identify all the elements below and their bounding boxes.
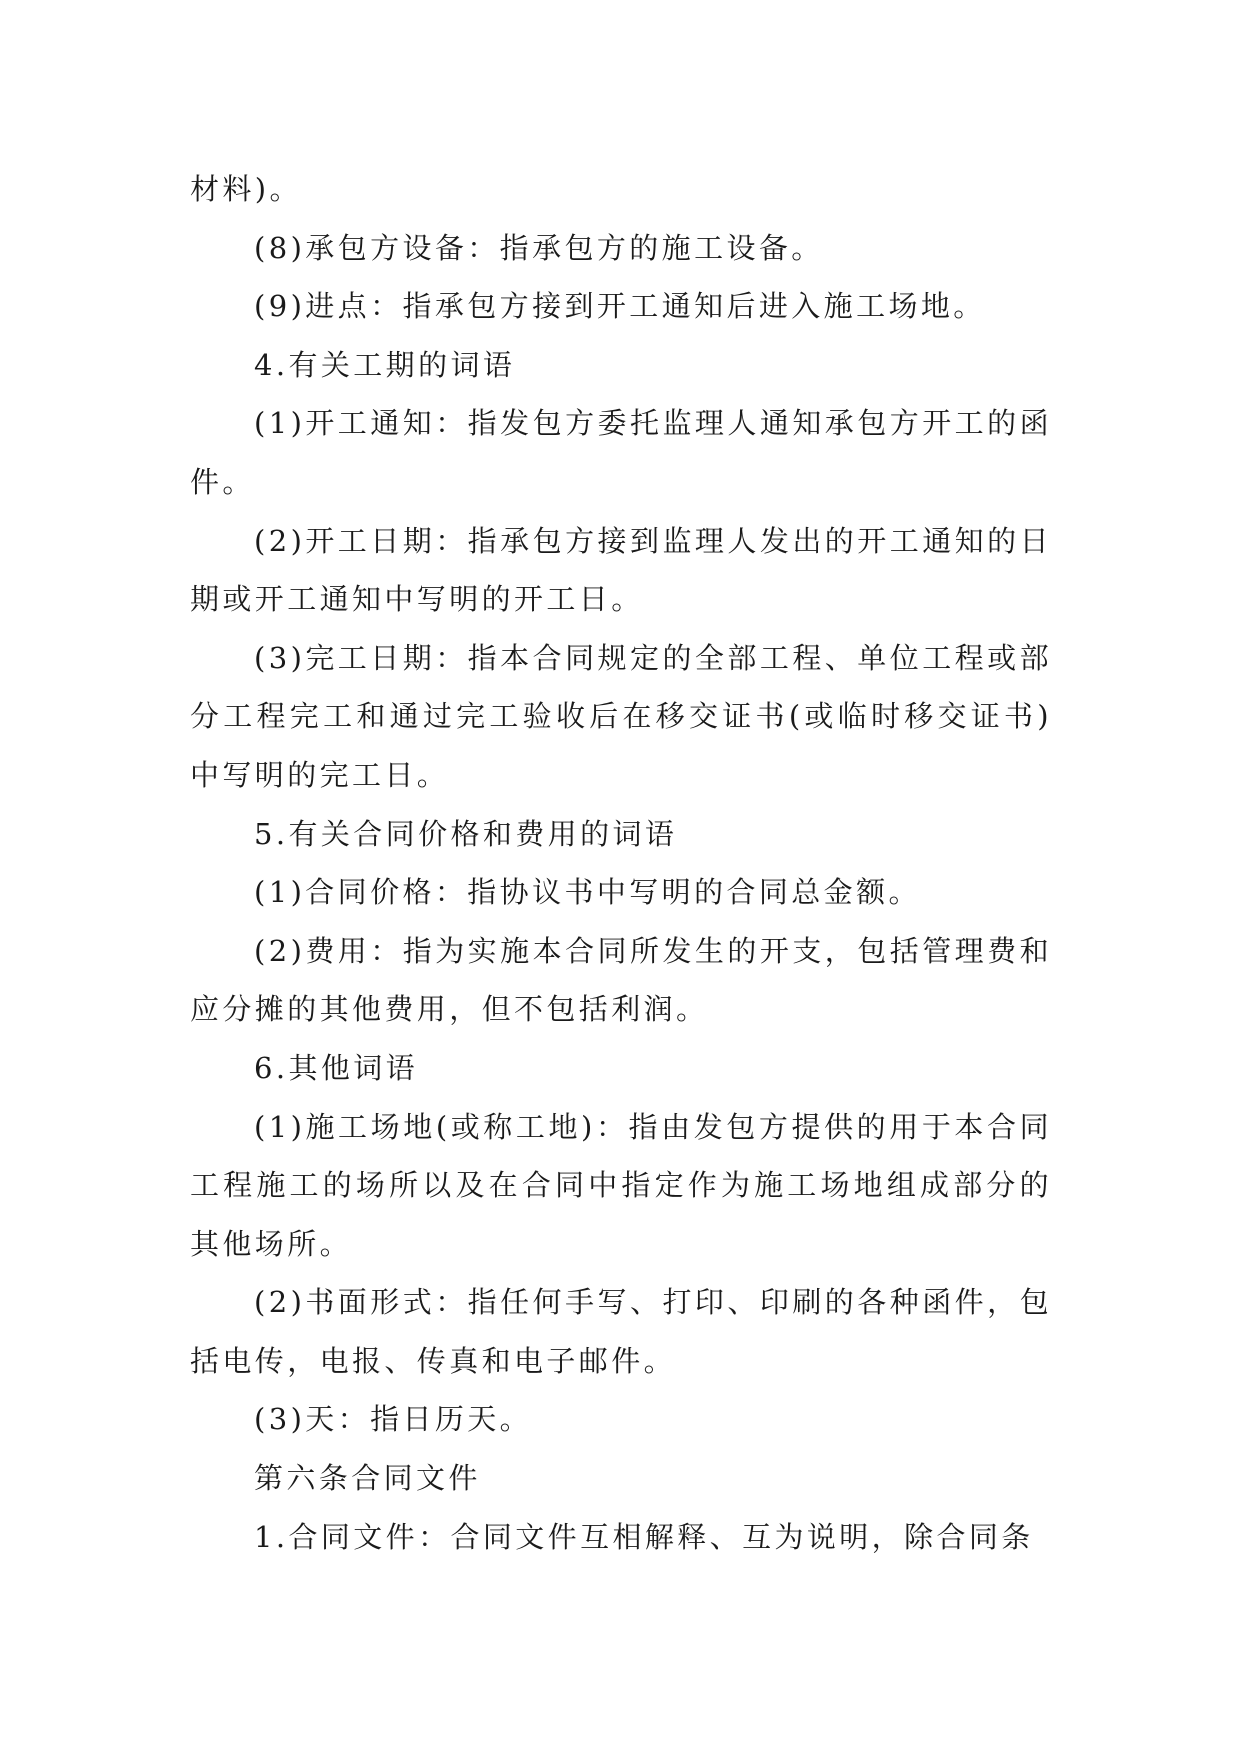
section-heading-other-terms: 6.其他词语 bbox=[254, 1050, 419, 1085]
paragraph-construction-site: (1)施工场地(或称工地)：指由发包方提供的用于本合同工程施工的场所以及在合同中指定作为施工场地组成部分的其他场所。 bbox=[190, 1109, 1052, 1261]
paragraph-site-entry: (9)进点：指承包方接到开工通知后进入施工场地。 bbox=[254, 289, 986, 324]
paragraph-day-definition: (3)天：指日历天。 bbox=[254, 1402, 533, 1437]
paragraph-contract-documents: 1.合同文件：合同文件互相解释、互为说明，除合同条 bbox=[254, 1519, 1034, 1554]
document-body bbox=[190, 160, 1052, 1566]
section-heading-price-terms: 5.有关合同价格和费用的词语 bbox=[254, 816, 678, 851]
paragraph-costs: (2)费用：指为实施本合同所发生的开支，包括管理费和应分摊的其他费用，但不包括利润。 bbox=[190, 933, 1052, 1027]
paragraph-start-notice: (1)开工通知：指发包方委托监理人通知承包方开工的函件。 bbox=[190, 406, 1052, 499]
paragraph-start-date: (2)开工日期：指承包方接到监理人发出的开工通知的日期或开工通知中写明的开工日。 bbox=[190, 523, 1052, 617]
paragraph-completion-date: (3)完工日期：指本合同规定的全部工程、单位工程或部分工程完工和通过完工验收后在移交证书(或临时移交证书)中写明的完工日。 bbox=[190, 640, 1052, 792]
paragraph-materials-cont: 材料)。 bbox=[190, 172, 302, 206]
paragraph-contract-price: (1)合同价格：指协议书中写明的合同总金额。 bbox=[254, 875, 921, 910]
article-heading-contract-documents: 第六条合同文件 bbox=[254, 1461, 481, 1496]
section-heading-schedule-terms: 4.有关工期的词语 bbox=[254, 347, 516, 382]
paragraph-contractor-equipment: (8)承包方设备：指承包方的施工设备。 bbox=[254, 230, 824, 265]
paragraph-written-form: (2)书面形式：指任何手写、打印、印刷的各种函件，包括电传，电报、传真和电子邮件。 bbox=[190, 1285, 1052, 1378]
